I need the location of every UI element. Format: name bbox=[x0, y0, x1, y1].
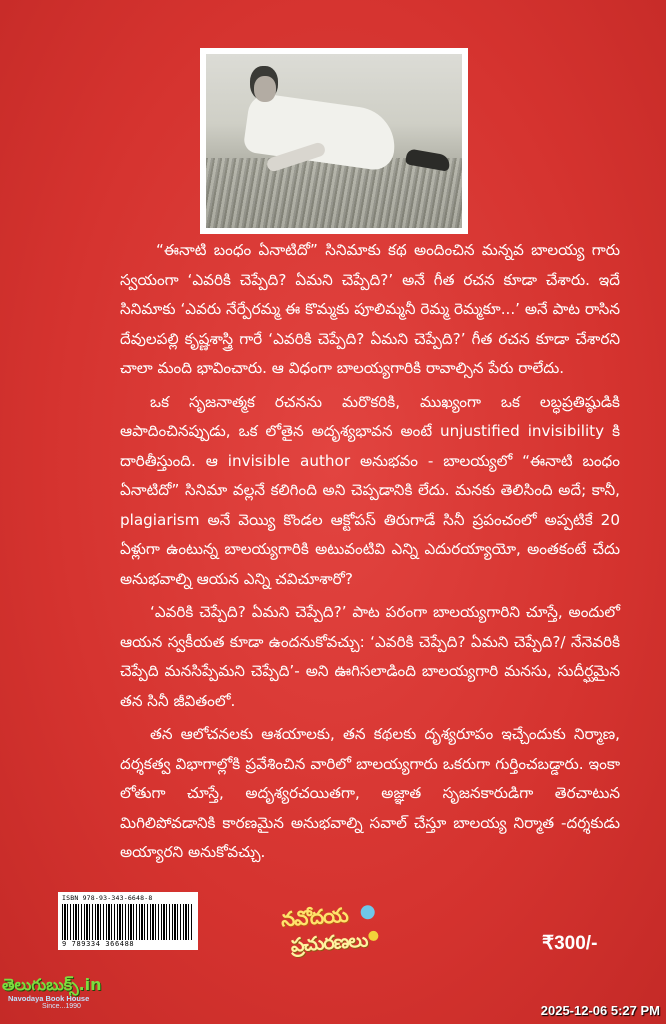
logo-text-line2: ప్రచురణలు bbox=[290, 929, 368, 957]
publisher-logo bbox=[274, 898, 384, 965]
photo-grass bbox=[206, 158, 462, 228]
photo-image bbox=[206, 54, 462, 228]
site-watermark bbox=[2, 976, 118, 1011]
photo-person-face bbox=[254, 76, 276, 102]
logo-flower-icon-2 bbox=[368, 931, 379, 942]
watermark-site: తెలుగుబుక్స్.in bbox=[2, 975, 102, 994]
price-label: ₹300/- bbox=[542, 933, 598, 954]
logo-text-line1: నవోదయ bbox=[280, 902, 349, 932]
logo-flower-icon bbox=[360, 905, 375, 920]
photo-timestamp: 2025-12-06 5:27 PM bbox=[540, 1003, 660, 1018]
paragraph-2: ఒక సృజనాత్మక రచనను మరొకరికి, ముఖ్యంగా ఒక లబ్ధప్రతిష్ఠుడికి ఆపాదించినప్పుడు, ఒక లోతైన అదృశ్యభావన అంటే unjustified invisibility కి దారితీస్తుంది. ఆ invisible author అనుభవం - బాలయ్యలో “ఈనాటి బంధం ఏనాటిదో” సినిమా వల్లనే కలిగింది అని చెప్పడానికి లేదు. మనకు తెలిసింది అదే; కానీ, plagiarism అనే వెయ్యి కొండల ఆక్టోపస్ తిరుగాడే సినీ ప్రపంచంలో అప్పటికే 20 ఏళ్లుగా ఉంటున్న బాలయ్యగారికి అటువంటివి ఎన్ని ఎదురయ్యాయో, అంతకంటే చేదు అనుభవాల్ని ఆయన ఎన్ని చవిచూశారో? bbox=[120, 392, 620, 588]
barcode-digits: 9 789334 366488 bbox=[62, 940, 135, 948]
isbn-label: ISBN 978-93-343-6648-8 bbox=[62, 894, 153, 902]
watermark-since: Since...1990 bbox=[42, 1003, 81, 1010]
back-cover-text bbox=[120, 236, 620, 872]
author-photo bbox=[200, 48, 468, 234]
isbn-barcode bbox=[58, 892, 198, 950]
watermark-house: Navodaya Book House bbox=[8, 994, 90, 1003]
barcode-bars bbox=[62, 904, 194, 940]
paragraph-3: ‘ఎవరికి చెప్పేది? ఏమని చెప్పేది?’ పాట పరంగా బాలయ్యగారిని చూస్తే, అందులో ఆయన స్వకీయత కూడా ఉందనుకోవచ్చు: ‘ఎవరికి చెప్పేది? ఏమని చెప్పేది?/ నేనెవరికి చెప్పేది మనసిప్పేమని చెప్పేది’- అని ఊగిసలాడింది బాలయ్యగారి మనసు, సుదీర్ఘమైన తన సినీ జీవితంలో. bbox=[120, 603, 620, 710]
paragraph-4: తన ఆలోచనలకు ఆశయాలకు, తన కథలకు దృశ్యరూపం ఇచ్చేందుకు నిర్మాణ, దర్శకత్వ విభాగాల్లోకి ప్రవేశించిన వారిలో బాలయ్యగారు ఒకరుగా గుర్తించబడ్డారు. ఇంకా లోతుగా చూస్తే, అదృశ్యరచయితగా, అజ్ఞాత సృజనకారుడిగా తెరచాటున మిగిలిపోవడానికి కారణమైన అనుభవాల్ని సవాల్ చేస్తూ బాలయ్య నిర్మాత -దర్శకుడు అయ్యారని అనుకోవచ్చు. bbox=[120, 725, 620, 861]
paragraph-1: “ఈనాటి బంధం ఏనాటిదో” సినిమాకు కథ అందించిన మన్నవ బాలయ్య గారు స్వయంగా ‘ఎవరికి చెప్పేది? ఏమని చెప్పేది?’ అనే గీత రచన కూడా చేశారు. ఇదే సినిమాకు ‘ఎవరు నేర్పేరమ్మ ఈ కొమ్మకు పూలిమ్మనీ రెమ్మ రెమ్మకూ...’ అనే పాట రాసిన దేవులపల్లి కృష్ణశాస్త్రి గారే ‘ఎవరికి చెప్పేది? ఏమని చెప్పేది?’ గీత రచన కూడా చేశారని చాలా మంది భావించారు. ఆ విధంగా బాలయ్యగారికి రావాల్సిన పేరు రాలేదు. bbox=[120, 241, 620, 377]
